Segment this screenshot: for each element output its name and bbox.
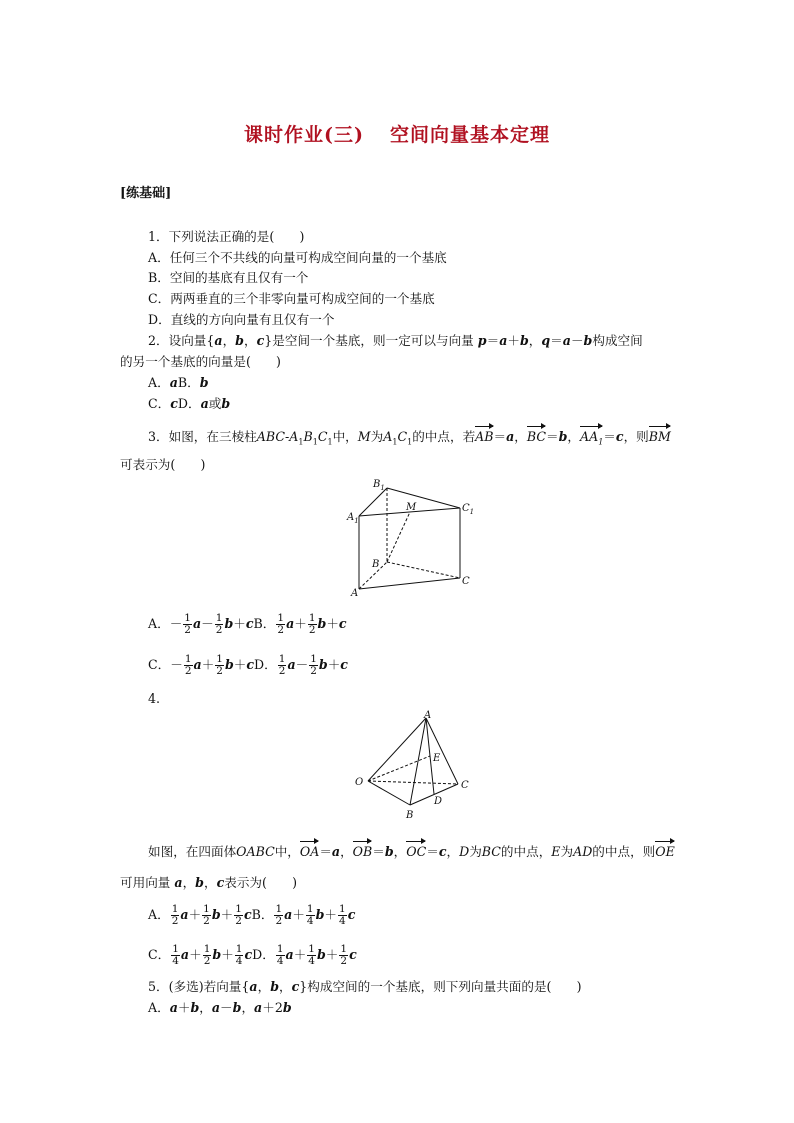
question-5-option-a: A．a＋b，a－b，a＋2b bbox=[148, 1000, 292, 1015]
question-4-stem: 如图，在四面体OABC中，OA＝a，OB＝b，OC＝c，D为BC的中点，E为AD的中点，则OE bbox=[148, 844, 675, 859]
page-title: 课时作业(三) 空间向量基本定理 bbox=[244, 124, 550, 146]
question-3-stem-line2: 可表示为( ) bbox=[120, 457, 206, 472]
label-b1: $B_1$ bbox=[373, 479, 385, 492]
label-c: C bbox=[461, 780, 469, 791]
question-1-option-d: D．直线的方向向量有且仅有一个 bbox=[148, 312, 335, 327]
label-c: C bbox=[462, 576, 470, 587]
section-heading: [练基础] bbox=[120, 186, 172, 201]
question-4-stem-line2: 可用向量 a，b，c表示为( ) bbox=[120, 875, 298, 890]
question-1-stem: 1．下列说法正确的是( ) bbox=[148, 229, 305, 244]
question-4-options-ab: A． $\frac{1}{2}$ a＋ $\frac{1}{2}$ b＋ $\frac{1}{2}$ cB． $\frac{1}{2}$ a＋ $\frac{1}{4}$ b＋ $\frac{1}{4}$ c bbox=[148, 903, 356, 927]
label-m: M bbox=[406, 502, 417, 513]
question-1-option-c: C．两两垂直的三个非零向量可构成空间的一个基底 bbox=[148, 291, 435, 306]
label-e: E bbox=[433, 753, 441, 764]
prism-figure bbox=[345, 474, 480, 598]
question-4-number: 4. bbox=[148, 691, 161, 706]
label-c1: $C_1$ bbox=[462, 503, 475, 516]
question-3-options-cd: C．－ $\frac{1}{2}$ a＋ $\frac{1}{2}$ b＋cD． $\frac{1}{2}$ a－ $\frac{1}{2}$ b＋c bbox=[148, 653, 348, 677]
label-d: D bbox=[434, 796, 443, 807]
question-2-options-cd: C．cD．a或b bbox=[148, 396, 231, 411]
label-b: B bbox=[372, 559, 380, 570]
tetrahedron-figure bbox=[350, 708, 475, 822]
question-5-stem: 5．(多选)若向量{a，b，c}构成空间的一个基底，则下列向量共面的是( ) bbox=[148, 979, 582, 994]
question-4-options-cd: C． $\frac{1}{4}$ a＋ $\frac{1}{2}$ b＋ $\frac{1}{4}$ cD． $\frac{1}{4}$ a＋ $\frac{1}{4}$ b＋ $\frac{1}{2}$ c bbox=[148, 943, 357, 967]
question-3-options-ab: A．－ $\frac{1}{2}$ a－ $\frac{1}{2}$ b＋cB． $\frac{1}{2}$ a＋ $\frac{1}{2}$ b＋c bbox=[148, 612, 347, 636]
label-a: A bbox=[424, 710, 432, 721]
question-2-stem-line2: 的另一个基底的向量是( ) bbox=[120, 354, 281, 369]
label-a1: $A_1$ bbox=[347, 512, 359, 525]
question-2-stem: 2．设向量{a，b，c}是空间一个基底，则一定可以与向量 p＝a＋b，q＝a－b构成空间 bbox=[148, 333, 643, 348]
question-1-option-b: B．空间的基底有且仅有一个 bbox=[148, 270, 309, 285]
question-2-options-ab: A．aB．b bbox=[148, 375, 209, 390]
question-1-option-a: A．任何三个不共线的向量可构成空间向量的一个基底 bbox=[148, 250, 447, 265]
label-o: O bbox=[355, 777, 364, 788]
question-3-stem: 3．如图，在三棱柱ABC-$A_1B_1C_1$中，M为$A_1C_1$的中点，若AB＝a，BC＝b，$AA_1=c$，则BM bbox=[148, 428, 671, 451]
label-b: B bbox=[406, 810, 414, 821]
label-a: A bbox=[351, 588, 359, 598]
